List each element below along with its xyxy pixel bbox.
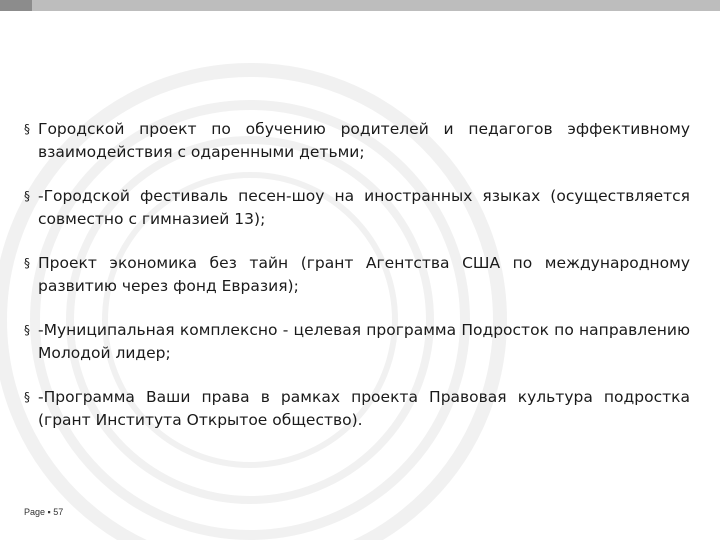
bullet-marker: §	[24, 189, 30, 203]
bullet-item	[24, 252, 690, 298]
bullet-item	[24, 118, 690, 164]
bullet-text: -Городской фестиваль песен-шоу на иностранных языках (осуществляется совместно с гимназией 13);	[38, 187, 690, 228]
page-number: Page ▪ 57	[24, 507, 64, 517]
bullet-text: -Муниципальная комплексно - целевая программа Подросток по направлению Молодой лидер;	[38, 321, 690, 362]
bullet-text: -Программа Ваши права в рамках проекта Правовая культура подростка (грант Института Открытое общество).	[38, 388, 690, 429]
bullet-list	[24, 118, 690, 453]
bullet-item	[24, 185, 690, 231]
bullet-text: Городской проект по обучению родителей и педагогов эффективному взаимодействия с одаренными детьми;	[38, 120, 690, 161]
bullet-marker: §	[24, 390, 30, 404]
bullet-marker: §	[24, 256, 30, 270]
bullet-marker: §	[24, 323, 30, 337]
bullet-item	[24, 386, 690, 432]
bullet-text: Проект экономика без тайн (грант Агентства США по международному развитию через фонд Евразия);	[38, 254, 690, 295]
bullet-marker: §	[24, 122, 30, 136]
bullet-item	[24, 319, 690, 365]
